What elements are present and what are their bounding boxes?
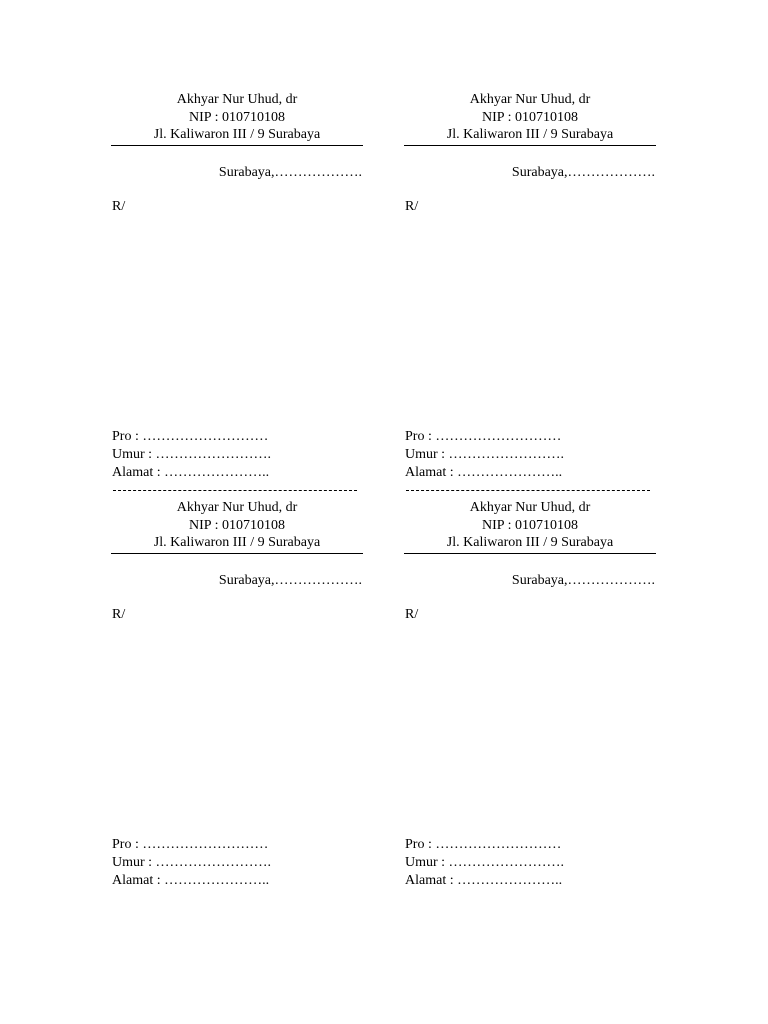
patient-pro-field: Pro : ……………………… (112, 429, 269, 444)
patient-pro-field: Pro : ……………………… (405, 837, 562, 852)
rx-symbol: R/ (405, 199, 419, 214)
doctor-nip: NIP : 010710108 (189, 517, 285, 533)
doctor-name: Akhyar Nur Uhud, dr (469, 92, 591, 107)
patient-pro-field: Pro : ……………………… (112, 837, 269, 852)
prescription-form-bottom-right (404, 499, 656, 899)
doctor-address: Jl. Kaliwaron III / 9 Surabaya (153, 127, 321, 142)
header-rule (404, 553, 656, 554)
doctor-name: Akhyar Nur Uhud, dr (176, 500, 298, 515)
header-rule (111, 553, 363, 554)
place-date-field: Surabaya,………………. (511, 573, 655, 588)
prescription-form-top-right (404, 91, 656, 491)
prescription-form-bottom-left (111, 499, 363, 899)
patient-address-field: Alamat : ………………….. (405, 465, 563, 480)
patient-age-field: Umur : ……………………. (405, 855, 565, 870)
doctor-address: Jl. Kaliwaron III / 9 Surabaya (153, 535, 321, 550)
cut-line (113, 490, 357, 491)
header-rule (404, 145, 656, 146)
patient-age-field: Umur : ……………………. (112, 447, 272, 462)
doctor-name: Akhyar Nur Uhud, dr (469, 500, 591, 515)
prescription-form-top-left (111, 91, 363, 491)
patient-address-field: Alamat : ………………….. (112, 465, 270, 480)
patient-address-field: Alamat : ………………….. (405, 873, 563, 888)
patient-age-field: Umur : ……………………. (112, 855, 272, 870)
place-date-field: Surabaya,………………. (511, 165, 655, 180)
doctor-name: Akhyar Nur Uhud, dr (176, 92, 298, 107)
rx-symbol: R/ (405, 607, 419, 622)
cut-line (406, 490, 650, 491)
patient-address-field: Alamat : ………………….. (112, 873, 270, 888)
rx-symbol: R/ (112, 607, 126, 622)
place-date-field: Surabaya,………………. (218, 573, 362, 588)
doctor-nip: NIP : 010710108 (482, 109, 578, 125)
place-date-field: Surabaya,………………. (218, 165, 362, 180)
patient-pro-field: Pro : ……………………… (405, 429, 562, 444)
doctor-nip: NIP : 010710108 (482, 517, 578, 533)
rx-symbol: R/ (112, 199, 126, 214)
doctor-address: Jl. Kaliwaron III / 9 Surabaya (446, 535, 614, 550)
doctor-address: Jl. Kaliwaron III / 9 Surabaya (446, 127, 614, 142)
header-rule (111, 145, 363, 146)
patient-age-field: Umur : ……………………. (405, 447, 565, 462)
doctor-nip: NIP : 010710108 (189, 109, 285, 125)
